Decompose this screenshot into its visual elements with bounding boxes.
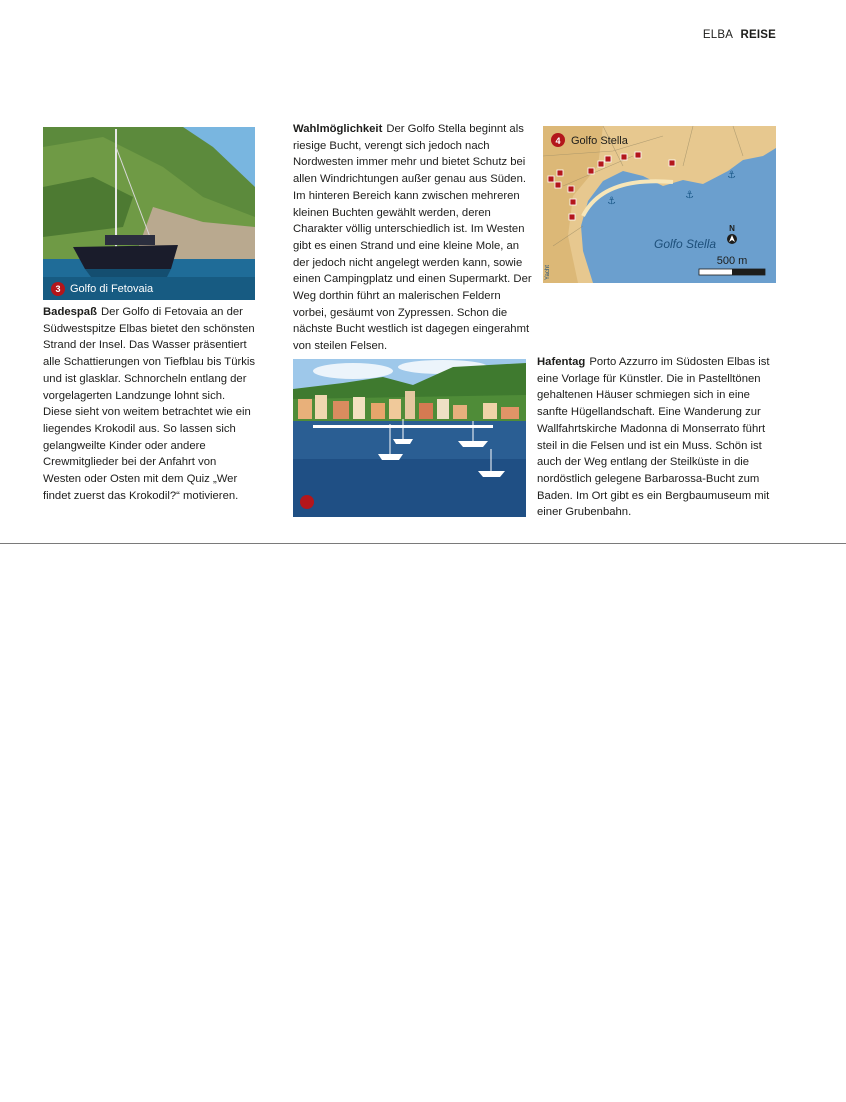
map-golfo-stella [543,126,776,283]
photo-porto-azzurro [293,359,526,517]
photo-golfo-fetovaia [43,127,255,300]
anchor-icon: ⚓ [607,196,616,207]
caption-text: Golfo di Fetovaia [70,283,154,295]
heading-hafentag: Hafentag [537,356,586,368]
scale-bar [732,269,765,275]
map-credit: Yacht [545,265,551,280]
map-water-label: Golfo Stella [654,237,717,251]
body-hafentag: Porto Azzurro im Südosten Elbas ist eine Vorlage für Künstler. Die in Pastelltönen gehaltenen Häuser schmiegen sich in eine sanfte Hügellandschaft. Eine Wanderung zur Wallfahrtskirche Madonna di Monserrato führt steil in die Felsen und ist ein Muss. Schön ist auch der Weg entlang der Steilküste in die nordöstlich gelegene Barbarossa-Bucht zum Baden. Im Ort gibt es ein Bergbaumuseum mit einer Grubenbahn. [537,356,770,519]
north-label: N [729,224,735,233]
map-graphic [543,126,776,283]
sailboat-photo [43,127,255,300]
anchor-icon: ⚓ [685,190,694,201]
page-header [703,29,776,41]
heading-badespass: Badespaß [43,306,97,318]
scale-label: 500 m [716,255,748,267]
heading-wahlmoeglichkeit: Wahlmöglichkeit [293,123,383,135]
harbor-photo [293,359,526,517]
anchor-icon: ⚓ [727,170,736,181]
map-number: 4 [555,136,561,146]
body-wahlmoeglichkeit: Der Golfo Stella beginnt als riesige Bucht, verengt sich jedoch nach Nordwesten immer mehr und bietet Schutz bei allen Windrichtungen außer genau aus Süden. Im hinteren Bereich kann zwischen mehreren kleinen Buchten gewählt werden, deren Charakter völlig unterschiedlich ist. Im Westen gibt es einen Strand und eine kleine Mole, an der jedoch nicht angelegt werden kann, sowie einen Campingplatz und einen Supermarkt. Der Weg dorthin führt an malerischen Feldern vorbei, gesäumt von Zypressen. Schon die nächste Bucht westlich ist dagegen eingerahmt von steilen Felsen. [293,123,532,353]
map-title: Golfo Stella [571,135,628,147]
text-wahlmoeglichkeit [293,121,533,355]
text-hafentag [537,354,779,521]
text-badespass [43,304,257,504]
section-divider [0,543,846,544]
body-badespass: Der Golfo di Fetovaia an der Südwestspitze Elbas bietet den schönsten Strand der Insel. Das Wasser präsentiert alle Schattierungen von Tiefblau bis Türkis und ist glasklar. Schnorcheln entlang der vorgelagerten Landzunge lohnt sich. Diese sieht von weitem betrachtet wie ein liegendes Krokodil aus. So lassen sich gelangweilte Kinder oder andere Crewmitglieder bei der Anfahrt von Westen oder Osten mit dem Quiz „Wer findet zuerst das Krokodil?“ motivieren. [43,306,256,502]
photo-caption [51,282,153,296]
header-section: ELBA [702,29,734,41]
number-badge [300,495,314,509]
header-title: REISE [740,29,776,41]
number-badge: 3 [51,282,65,296]
